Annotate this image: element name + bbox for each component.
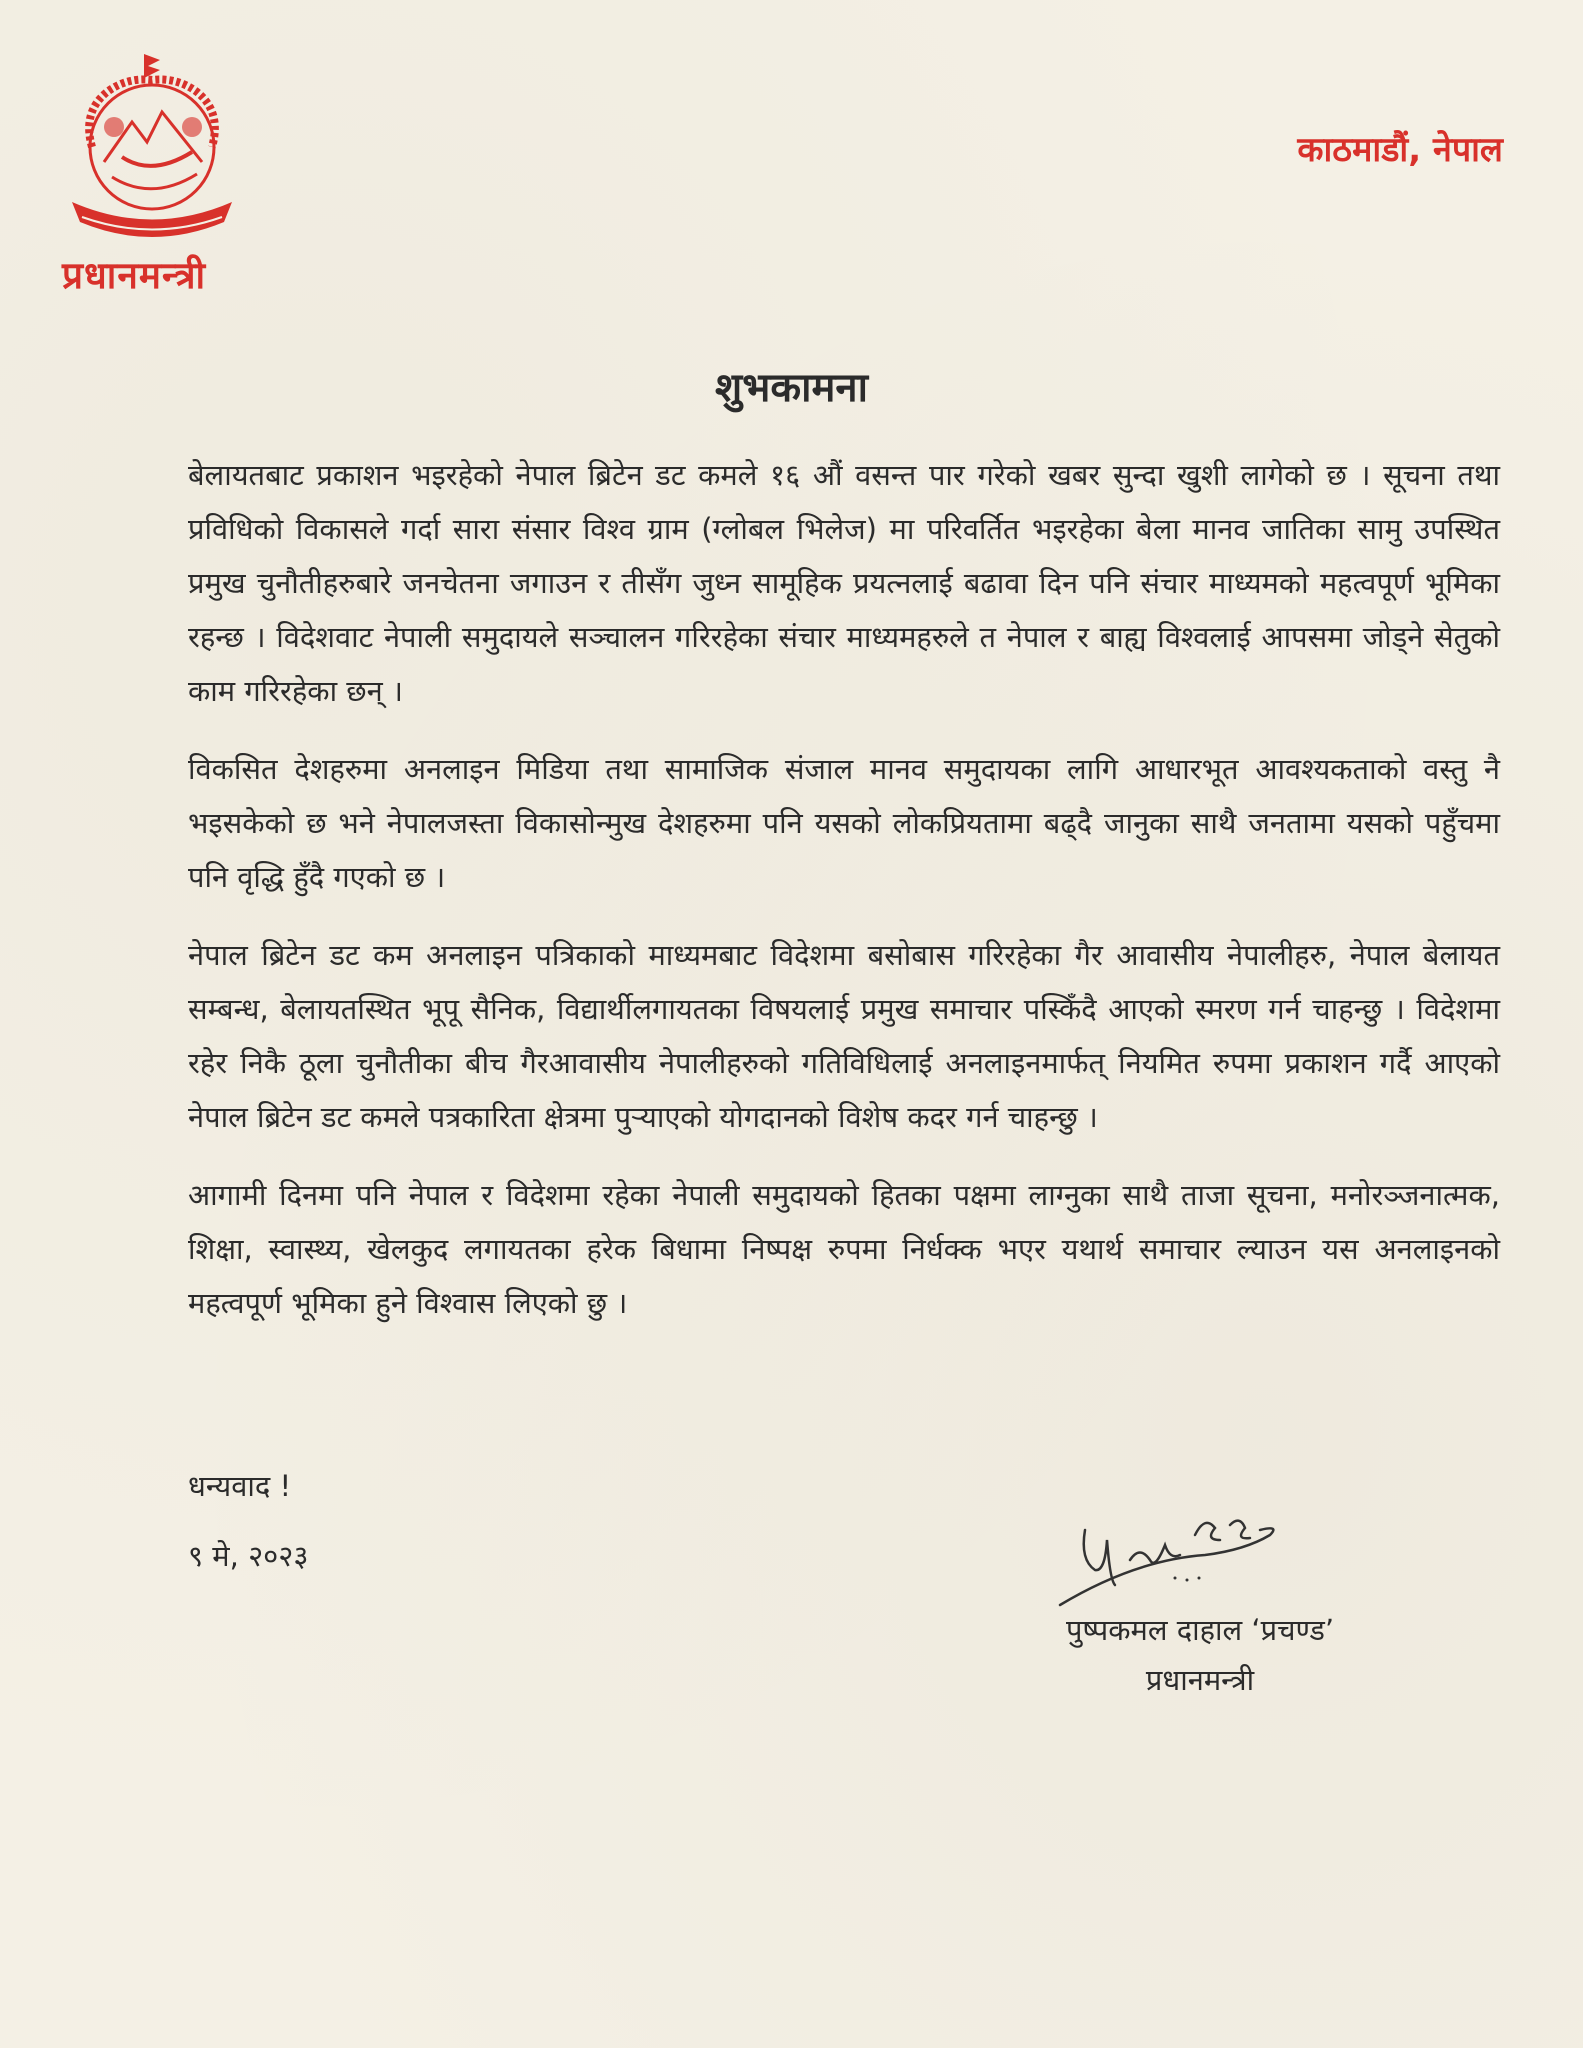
paragraph-1: बेलायतबाट प्रकाशन भइरहेको नेपाल ब्रिटेन डट कमले १६ औं वसन्त पार गरेको खबर सुन्दा खुशी लागेको छ । सूचना तथा प्रविधिको विकासले गर्दा सारा संसार विश्व ग्राम (ग्लोबल भिलेज) मा परिवर्तित भइरहेका बेला मानव जातिका सामु उपस्थित प्रमुख चुनौतीहरुबारे जनचेतना जगाउन र तीसँग जुध्न सामूहिक प्रयत्नलाई बढावा दिन पनि संचार माध्यमको महत्वपूर्ण भूमिका रहन्छ । विदेशवाट नेपाली समुदायले सञ्चालन गरिरहेका संचार माध्यमहरुले त नेपाल र बाह्य विश्वलाई आपसमा जोड्ने सेतुको काम गरिरहेका छन् । [188,458,1500,708]
paragraph-2: विकसित देशहरुमा अनलाइन मिडिया तथा सामाजिक संजाल मानव समुदायका लागि आधारभूत आवश्यकताको वस्तु नै भइसकेको छ भने नेपालजस्ता विकासोन्मुख देशहरुमा पनि यसको लोकप्रियतामा बढ्दै जानुका साथै जनतामा यसको पहुँचमा पनि वृद्धि हुँदै गएको छ । [188,752,1500,894]
location: काठमाडौं, नेपाल [1297,130,1503,170]
handwritten-signature [1055,1500,1285,1610]
letter-date: ९ मे, २०२३ [188,1539,309,1573]
letter-body [188,448,1500,1354]
closing: धन्यवाद ! [188,1469,292,1503]
signatory-title: प्रधानमन्त्री [1145,1663,1255,1697]
signatory-name: पुष्पकमल दाहाल ‘प्रचण्ड’ [1065,1613,1335,1647]
office-name: प्रधानमन्त्री [62,254,207,297]
nepal-national-emblem-icon [52,52,252,252]
letter-title: शुभकामना [715,365,868,411]
paragraph-3: नेपाल ब्रिटेन डट कम अनलाइन पत्रिकाको माध्यमबाट विदेशमा बसोबास गरिरहेका गैर आवासीय नेपालीहरु, नेपाल बेलायत सम्बन्ध, बेलायतस्थित भूपू सैनिक, विद्यार्थीलगायतका विषयलाई प्रमुख समाचार पस्किँदै आएको स्मरण गर्न चाहन्छु । विदेशमा रहेर निकै ठूला चुनौतीका बीच गैरआवासीय नेपालीहरुको गतिविधिलाई अनलाइनमार्फत् नियमित रुपमा प्रकाशन गर्दै आएको नेपाल ब्रिटेन डट कमले पत्रकारिता क्षेत्रमा पुऱ्याएको योगदानको विशेष कदर गर्न चाहन्छु । [188,938,1500,1134]
paragraph-4: आगामी दिनमा पनि नेपाल र विदेशमा रहेका नेपाली समुदायको हितका पक्षमा लाग्नुका साथै ताजा सूचना, मनोरञ्जनात्मक, शिक्षा, स्वास्थ्य, खेलकुद लगायतका हरेक बिधामा निष्पक्ष रुपमा निर्धक्क भएर यथार्थ समाचार ल्याउन यस अनलाइनको महत्वपूर्ण भूमिका हुने विश्वास लिएको छु । [188,1178,1500,1320]
signatory-block [980,1605,1420,1705]
